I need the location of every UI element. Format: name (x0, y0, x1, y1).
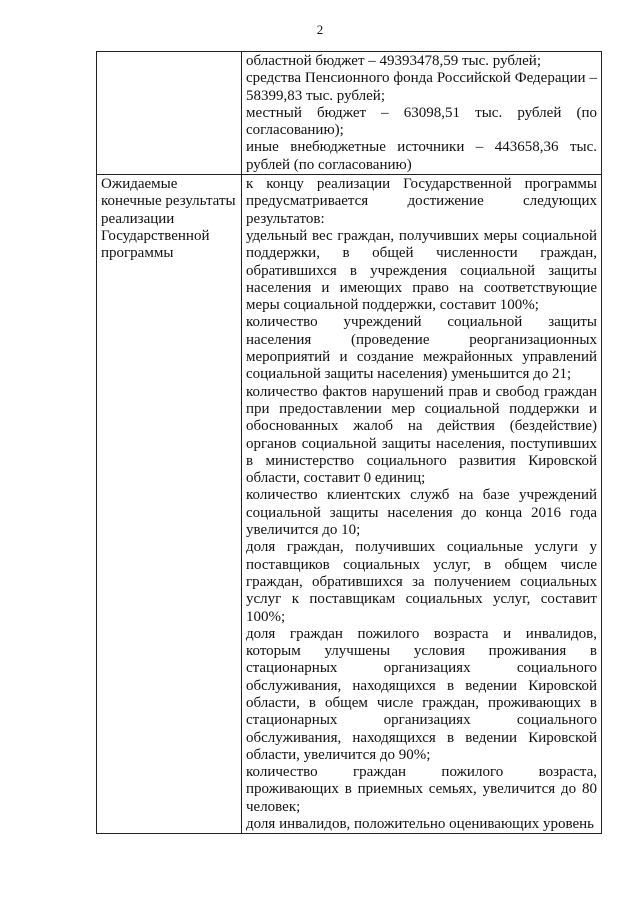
funding-line-regional: областной бюджет – 49393478,59 тыс. рублей; (246, 53, 541, 69)
result-item: количество клиентских служб на базе учреждений социальной защиты населения до конца 2016 года увеличится до 10; (246, 487, 597, 539)
result-item: количество фактов нарушений прав и свобод граждан при предоставлении мер социальной поддержки и обоснованных жалоб на действия (бездействие) органов социальной защиты населения, поступивших в министерство социального развития Кировской области, составит 0 единиц; (246, 383, 597, 487)
result-item: удельный вес граждан, получивших меры социальной поддержки, в общей численности граждан, обратившихся в учреждения социальной защиты населения и имеющих право на соответствующие меры социальной поддержки, составит 100%; (246, 227, 597, 314)
results-content-cell (242, 175, 602, 834)
results-label-cell (97, 175, 242, 834)
funding-content-cell (242, 52, 602, 175)
funding-line-other: иные внебюджетные источники – 443658,36 тыс. рублей (по согласованию) (246, 139, 597, 173)
page-number: 2 (316, 22, 324, 37)
results-label: Ожидаемые конечные результаты реализации Государственной программы (101, 176, 236, 262)
results-row (97, 175, 602, 834)
funding-row (97, 52, 602, 175)
result-item: доля граждан, получивших социальные услуги у поставщиков социальных услуг, в общем числе граждан, обратившихся за получением социальных услуг к поставщикам социальных услуг, составит 100%; (246, 539, 597, 625)
result-item: доля инвалидов, положительно оценивающих уровень (246, 816, 595, 833)
result-item: количество учреждений социальной защиты населения (проведение реорганизационных мероприятий и создание межрайонных управлений социальной защиты населения) уменьшится до 21; (246, 314, 597, 383)
results-intro: к концу реализации Государственной программы предусматривается достижение следующих результатов: (246, 176, 597, 227)
funding-line-local: местный бюджет – 63098,51 тыс. рублей (по согласованию); (246, 104, 597, 139)
result-item: количество граждан пожилого возраста, проживающих в приемных семьях, увеличится до 80 человек; (246, 764, 597, 815)
program-passport-table (96, 51, 602, 834)
funding-label-cell (97, 52, 242, 175)
funding-line-pension-fund: средства Пенсионного фонда Российской Федерации – 58399,83 тыс. рублей; (246, 70, 597, 104)
result-item: доля граждан пожилого возраста и инвалидов, которым улучшены условия проживания в стационарных организациях социального обслуживания, находящихся в ведении Кировской области, в общем числе граждан, проживающих в стационарных организациях социального обслуживания, находящихся в ведении Кировской области, увеличится до 90%; (246, 625, 597, 763)
